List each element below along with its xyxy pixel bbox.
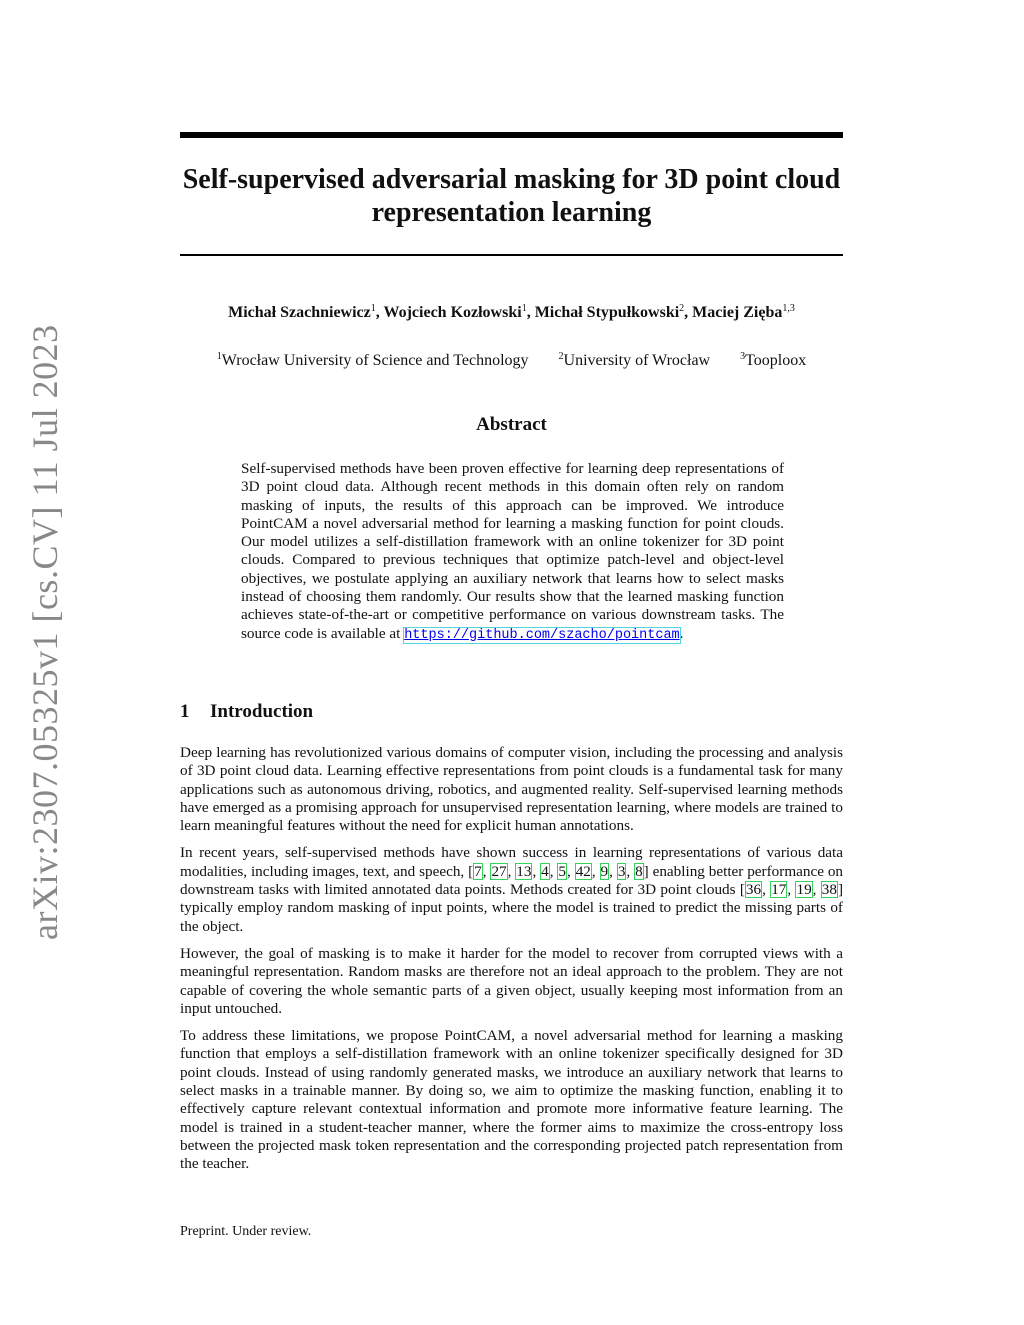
section-title: Introduction — [210, 701, 314, 722]
affiliation-name: Wrocław University of Science and Technology — [221, 352, 529, 369]
affiliation-name: Tooploox — [745, 352, 807, 369]
paragraph-text: In recent years, self-supervised methods have shown success in learning representations of various data modalities, including images, text, and speech, [ — [180, 844, 843, 880]
paragraph-text: ] typically employ random masking of input points, where the model is trained to predict the missing parts of the object. — [180, 881, 844, 935]
title-rule-bottom — [180, 254, 843, 256]
code-repository-link[interactable]: https://github.com/szacho/pointcam — [404, 627, 680, 643]
affiliation-list — [180, 347, 843, 371]
citation-link[interactable]: 19 — [796, 881, 812, 899]
author-affil-mark: 1 — [521, 303, 527, 314]
affiliation — [217, 347, 529, 371]
citation-link[interactable]: 13 — [516, 862, 532, 880]
affiliation-name: University of Wrocław — [563, 352, 711, 369]
affiliation-mark: 1 — [216, 351, 222, 362]
affiliation-mark: 3 — [740, 351, 746, 362]
title-rule-top — [180, 132, 843, 138]
section-heading-introduction — [180, 700, 843, 724]
paragraph: To address these limitations, we propose PointCAM, a novel adversarial method for learning a masking function that employs a self-distillation framework with an online tokenizer specifically designed for 3D point clouds. Instead of using randomly generated masks, we introduce an auxiliary network that learns to select masks in a trainable manner. By doing so, we aim to optimize the masking function, enabling it to effectively capture relevant contextual information and promote more informative feature learning. The model is trained in a student-teacher manner, where the former aims to maximize the cross-entropy loss between the projected mask token representation and the corresponding projected patch representation from the teacher. — [180, 1027, 843, 1173]
footer-note: Preprint. Under review. — [180, 1224, 312, 1239]
affiliation — [740, 347, 806, 371]
section-number: 1 — [180, 701, 190, 722]
author-affil-mark: 1,3 — [782, 303, 795, 314]
citation-link[interactable]: 7 — [474, 862, 482, 880]
author-name: Michał Stypułkowski — [534, 304, 680, 321]
citation-link[interactable]: 27 — [491, 862, 507, 880]
paragraph-text: ] enabling better performance on downstream tasks with limited annotated data points. Methods created for 3D point clouds [ — [180, 862, 844, 899]
paragraph: However, the goal of masking is to make it harder for the model to recover from corrupted views with a meaningful representation. Random masks are therefore not an ideal approach to the problem. They are not capable of covering the whole semantic parts of a given object, usually keeping most information from an input untouched. — [180, 944, 843, 1017]
paragraph: In recent years, self-supervised methods have shown success in learning representations of various data modalities, including images, text, and speech, [7, 27, 13, 4, 5, 42, 9, 3, 8] enabling better performance on downstream tasks with limited annotated data points. Methods created for 3D point clouds [36, 17, 19, 38] typically employ random masking of input points, where the model is trained to predict the missing parts of the object. — [180, 844, 844, 935]
affiliation-mark: 2 — [558, 351, 564, 362]
author-affil-mark: 1 — [370, 303, 376, 314]
paragraph: Deep learning has revolutionized various domains of computer vision, including the processing and analysis of 3D point cloud data. Learning effective representations from point clouds is a fundamental task for many applications such as autonomous driving, robotics, and augmented reality. Self-supervised learning methods have emerged as a promising approach for unsupervised representation learning, where models are trained to learn meaningful features without the need for explicit human annotations. — [180, 744, 843, 835]
citation-link[interactable]: 5 — [558, 862, 567, 880]
citation-link[interactable]: 9 — [600, 862, 609, 880]
citation-link[interactable]: 3 — [617, 862, 626, 880]
citation-link[interactable]: 8 — [635, 862, 643, 880]
citation-link[interactable]: 38 — [821, 881, 837, 899]
introduction-body — [180, 744, 843, 1183]
author-name: Michał Szachniewicz — [228, 304, 371, 321]
author-list: Michał Szachniewicz$^1$, Wojciech Kozłowski$^1$, Michał Stypułkowski$^2$, Maciej Zięba$^{1,3}$ — [228, 303, 795, 321]
citation-link[interactable]: 42 — [575, 862, 591, 880]
affiliation — [559, 347, 711, 371]
abstract-body — [241, 460, 784, 645]
author-affil-mark: 2 — [679, 303, 685, 314]
citation-link[interactable]: 17 — [771, 881, 787, 899]
paper-title: Self-supervised adversarial masking for 3D point cloud representation learning — [182, 164, 841, 228]
citation-link[interactable]: 4 — [541, 862, 549, 880]
author-name: Maciej Zięba — [692, 304, 783, 321]
abstract-heading: Abstract — [476, 414, 547, 435]
citation-link[interactable]: 36 — [745, 881, 762, 899]
author-name: Wojciech Kozłowski — [383, 304, 522, 321]
abstract-end: . — [679, 624, 684, 642]
arxiv-stamp: arXiv:2307.05325v1 [cs.CV] 11 Jul 2023 — [25, 324, 65, 940]
abstract-text: Self-supervised methods have been proven effective for learning deep representations of 3D point cloud data. Although recent methods in this domain often rely on random masking of inputs, the results of this approach can be improved. We introduce PointCAM a novel adversarial method for learning a masking function for point clouds. Our model utilizes a self-distillation framework with an online tokenizer for 3D point clouds. Compared to previous techniques that optimize patch-level and object-level objectives, we postulate applying an auxiliary network that learns how to select masks instead of choosing them randomly. Our results show that the learned masking function achieves state-of-the-art or competitive performance on various downstream tasks. The source code is available at — [241, 460, 784, 642]
